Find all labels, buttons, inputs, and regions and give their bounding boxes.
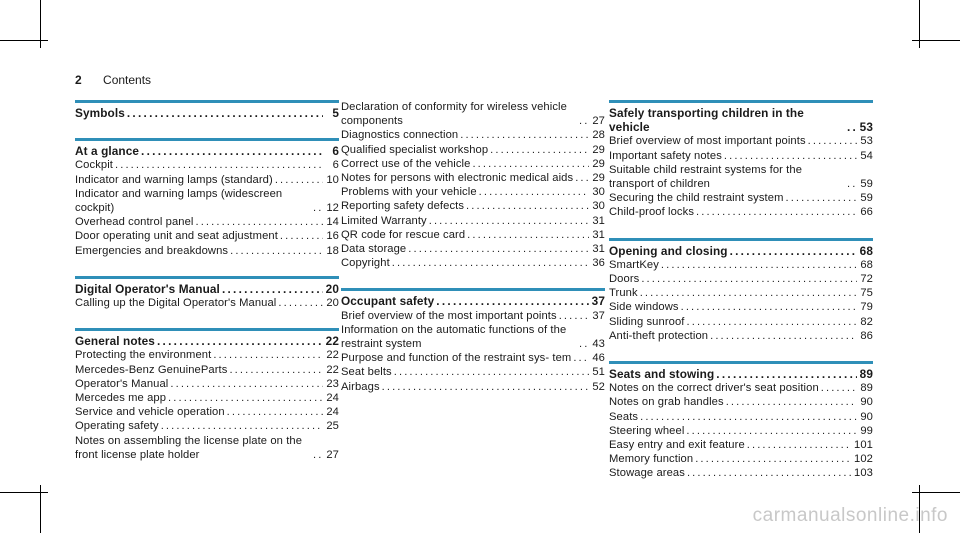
toc-entry-label: Mercedes me app xyxy=(75,392,167,405)
page-ref: 53 xyxy=(859,120,873,135)
section-heading[interactable] xyxy=(75,106,339,120)
dot-leader xyxy=(710,329,857,343)
section-divider xyxy=(609,100,873,103)
toc-entry-label: Overhead control panel xyxy=(75,216,194,229)
dot-leader xyxy=(847,177,857,191)
toc-section xyxy=(75,328,339,462)
page-ref: 14 xyxy=(326,216,339,229)
toc-entry-label: Securing the child restraint system xyxy=(609,192,784,205)
page-ref: 24 xyxy=(326,406,339,419)
toc-entry-label: Indicator and warning lamps (standard) xyxy=(75,173,273,186)
crop-mark xyxy=(0,492,48,493)
toc-entry-label: Airbags xyxy=(341,380,380,393)
toc-entry-label: Diagnostics connection xyxy=(341,129,459,142)
toc-entry[interactable] xyxy=(75,348,339,362)
page-ref: 30 xyxy=(592,186,605,199)
page-ref: 82 xyxy=(860,315,873,328)
toc-entry[interactable] xyxy=(75,419,339,433)
dot-leader xyxy=(229,363,323,377)
page-ref: 86 xyxy=(860,329,873,342)
toc-entry[interactable] xyxy=(341,128,605,142)
page-ref: 89 xyxy=(859,367,873,382)
toc-entry[interactable] xyxy=(341,323,605,351)
page-ref: 20 xyxy=(325,281,339,296)
dot-leader xyxy=(695,452,852,466)
toc-entry-label: Copyright xyxy=(341,257,390,270)
page-ref: 29 xyxy=(592,143,605,156)
toc-entry[interactable] xyxy=(75,173,339,187)
toc-section xyxy=(75,276,339,310)
section-heading-label: Digital Operator's Manual xyxy=(75,281,220,296)
toc-section xyxy=(609,100,873,220)
toc-section xyxy=(609,361,873,481)
toc-entry-label: Information on the automatic functions of the restraint system xyxy=(341,323,567,351)
toc-entry-label: Mercedes-Benz GenuineParts xyxy=(75,363,228,376)
page-ref: 75 xyxy=(860,287,873,300)
toc-entry[interactable] xyxy=(341,199,605,213)
toc-entry-label: Sliding sunroof xyxy=(609,315,685,328)
section-divider xyxy=(75,138,339,141)
dot-leader xyxy=(696,205,857,219)
section-heading-label: General notes xyxy=(75,334,155,349)
dot-leader xyxy=(141,144,323,158)
toc-column-2 xyxy=(341,100,605,412)
toc-entry-label: Notes on the correct driver's seat position xyxy=(609,382,819,395)
page-ref: 31 xyxy=(592,228,605,241)
page-ref: 68 xyxy=(859,243,873,258)
page-ref: 89 xyxy=(860,382,873,395)
toc-entry[interactable] xyxy=(609,300,873,314)
section-divider xyxy=(341,288,605,291)
page-ref: 27 xyxy=(326,448,339,461)
section-heading[interactable] xyxy=(75,144,339,158)
toc-entry[interactable] xyxy=(609,395,873,409)
dot-leader xyxy=(641,272,857,286)
section-heading-label: Occupant safety xyxy=(341,294,435,309)
dot-leader xyxy=(227,405,323,419)
toc-entry-label: Reporting safety defects xyxy=(341,200,465,213)
page-ref: 43 xyxy=(592,338,605,351)
toc-entry-label: Doors xyxy=(609,273,640,286)
toc-entry-label: Service and vehicle operation xyxy=(75,406,225,419)
dot-leader xyxy=(460,128,589,142)
page-ref: 36 xyxy=(592,257,605,270)
toc-entry[interactable] xyxy=(341,171,605,185)
page-ref: 22 xyxy=(326,349,339,362)
section-heading-label: Seats and stowing xyxy=(609,367,715,382)
toc-section xyxy=(341,288,605,393)
page-ref: 59 xyxy=(860,192,873,205)
dot-leader xyxy=(847,120,857,134)
toc-entry[interactable] xyxy=(75,229,339,243)
page-ref: 79 xyxy=(860,301,873,314)
page-ref: 22 xyxy=(326,363,339,376)
section-divider xyxy=(75,328,339,331)
toc-entry-label: Side windows xyxy=(609,301,679,314)
toc-entry[interactable] xyxy=(609,381,873,395)
dot-leader xyxy=(429,214,589,228)
toc-entry-label: Limited Warranty xyxy=(341,214,427,227)
toc-column-3 xyxy=(609,100,873,499)
toc-entry-label: SmartKey xyxy=(609,258,659,271)
page-ref: 59 xyxy=(860,178,873,191)
page-ref: 27 xyxy=(592,115,605,128)
page-ref: 51 xyxy=(592,366,605,379)
toc-entry-label: Brief overview of the most important points xyxy=(341,309,557,322)
page-ref: 99 xyxy=(860,424,873,437)
dot-leader xyxy=(640,410,857,424)
section-heading[interactable] xyxy=(75,282,339,296)
page-ref: 6 xyxy=(332,144,339,159)
toc-entry[interactable] xyxy=(341,228,605,242)
dot-leader xyxy=(278,296,323,310)
dot-leader xyxy=(808,134,857,148)
toc-entry[interactable] xyxy=(341,256,605,270)
toc-entry[interactable] xyxy=(609,315,873,329)
page-ref: 66 xyxy=(860,206,873,219)
dot-leader xyxy=(467,228,589,242)
section-heading[interactable] xyxy=(609,244,873,258)
dot-leader xyxy=(161,419,323,433)
toc-entry-label: Problems with your vehicle xyxy=(341,186,477,199)
toc-entry[interactable] xyxy=(341,380,605,394)
page-ref: 10 xyxy=(326,173,339,186)
toc-section-continued xyxy=(341,100,605,270)
section-heading-label: Symbols xyxy=(75,106,125,120)
dot-leader xyxy=(466,199,589,213)
toc-entry-label: Calling up the Digital Operator's Manual xyxy=(75,297,277,310)
dot-leader xyxy=(170,377,323,391)
toc-entry-label: Qualified specialist workshop xyxy=(341,143,489,156)
dot-leader xyxy=(786,191,858,205)
toc-entry-label: Data storage xyxy=(341,243,407,256)
toc-entry-label: Declaration of conformity for wireless vehicle components xyxy=(341,101,567,128)
toc-entry-label: Protecting the environment xyxy=(75,349,212,362)
toc-entry[interactable] xyxy=(609,286,873,300)
toc-entry-label: Steering wheel xyxy=(609,424,685,437)
toc-entry-label: Operating safety xyxy=(75,420,159,433)
toc-entry[interactable] xyxy=(341,365,605,379)
toc-entry[interactable] xyxy=(609,191,873,205)
dot-leader xyxy=(575,171,589,185)
dot-leader xyxy=(726,395,857,409)
page-ref: 52 xyxy=(592,380,605,393)
toc-entry-label: Indicator and warning lamps (widescreen cockpit) xyxy=(75,187,283,215)
dot-leader xyxy=(213,348,323,362)
dot-leader xyxy=(661,258,857,272)
dot-leader xyxy=(472,157,589,171)
toc-entry-label: Emergencies and breakdowns xyxy=(75,244,229,257)
dot-leader xyxy=(687,466,852,480)
toc-entry[interactable] xyxy=(341,309,605,323)
page-ref: 37 xyxy=(591,294,605,309)
section-heading-label: Opening and closing xyxy=(609,243,728,258)
toc-entry[interactable] xyxy=(75,391,339,405)
toc-entry[interactable] xyxy=(609,410,873,424)
page-ref: 18 xyxy=(326,244,339,257)
dot-leader xyxy=(730,244,857,258)
page-ref: 22 xyxy=(325,334,339,349)
dot-leader xyxy=(436,294,589,308)
page-ref: 30 xyxy=(592,200,605,213)
dot-leader xyxy=(747,438,852,452)
page-ref: 24 xyxy=(326,392,339,405)
dot-leader xyxy=(408,242,589,256)
page-ref: 90 xyxy=(860,410,873,423)
dot-leader xyxy=(821,381,857,395)
page-ref: 72 xyxy=(860,273,873,286)
crop-mark xyxy=(0,40,48,41)
dot-leader xyxy=(579,337,589,351)
page-ref: 53 xyxy=(860,135,873,148)
toc-entry[interactable] xyxy=(75,363,339,377)
page-ref: 6 xyxy=(332,159,339,172)
section-heading[interactable] xyxy=(341,294,605,308)
page-ref: 31 xyxy=(592,243,605,256)
dot-leader xyxy=(313,448,323,462)
dot-leader xyxy=(168,391,323,405)
toc-entry-label: Purpose and function of the restraint sys- tem xyxy=(341,352,572,365)
section-divider xyxy=(609,361,873,364)
dot-leader xyxy=(681,300,857,314)
dot-leader xyxy=(313,201,323,215)
toc-entry-label: Trunk xyxy=(609,287,638,300)
dot-leader xyxy=(716,367,857,381)
toc-section xyxy=(75,100,339,120)
dot-leader xyxy=(479,185,589,199)
dot-leader xyxy=(222,282,323,296)
toc-entry[interactable] xyxy=(609,149,873,163)
section-heading[interactable] xyxy=(609,106,873,134)
toc-entry[interactable] xyxy=(341,214,605,228)
toc-entry[interactable] xyxy=(75,405,339,419)
dot-leader xyxy=(579,114,589,128)
toc-entry-label: Seats xyxy=(609,410,639,423)
toc-entry-label: Notes on grab handles xyxy=(609,396,724,409)
page-ref: 28 xyxy=(592,129,605,142)
toc-entry[interactable] xyxy=(75,187,339,215)
dot-leader xyxy=(196,215,324,229)
toc-section xyxy=(75,138,339,258)
toc-entry-label: Cockpit xyxy=(75,159,114,172)
toc-entry[interactable] xyxy=(341,185,605,199)
toc-entry-label: Anti-theft protection xyxy=(609,329,709,342)
dot-leader xyxy=(394,365,589,379)
page-ref: 23 xyxy=(326,377,339,390)
section-heading[interactable] xyxy=(75,334,339,348)
dot-leader xyxy=(280,229,323,243)
toc-entry-label: Notes on assembling the license plate on the front license plate holder xyxy=(75,434,303,461)
toc-entry[interactable] xyxy=(609,272,873,286)
page-ref: 90 xyxy=(860,396,873,409)
dot-leader xyxy=(230,244,323,258)
toc-entry[interactable] xyxy=(341,351,605,365)
section-divider xyxy=(75,276,339,279)
crop-mark xyxy=(912,40,960,41)
section-divider xyxy=(75,100,339,103)
page-ref: 102 xyxy=(854,453,873,466)
toc-entry-label: QR code for rescue card xyxy=(341,228,466,241)
toc-column-1 xyxy=(75,100,339,480)
page-ref: 5 xyxy=(332,106,339,120)
toc-entry[interactable] xyxy=(609,329,873,343)
page-number: 2 xyxy=(75,73,82,87)
dot-leader xyxy=(686,424,857,438)
toc-entry[interactable] xyxy=(75,296,339,310)
toc-entry-label: Memory function xyxy=(609,453,694,466)
toc-entry[interactable] xyxy=(75,434,339,462)
page-ref: 103 xyxy=(854,467,873,480)
toc-entry[interactable] xyxy=(609,163,873,191)
toc-entry-label: Easy entry and exit feature xyxy=(609,439,745,452)
dot-leader xyxy=(490,143,589,157)
section-heading-label: At a glance xyxy=(75,144,140,159)
dot-leader xyxy=(573,351,589,365)
section-heading-label: Safely transporting children in the vehicle xyxy=(609,106,804,135)
toc-entry-label: Seat belts xyxy=(341,366,392,379)
dot-leader xyxy=(115,158,323,172)
page-ref: 29 xyxy=(592,172,605,185)
page-ref: 16 xyxy=(326,230,339,243)
toc-entry[interactable] xyxy=(341,157,605,171)
page-ref: 12 xyxy=(326,202,339,215)
page-header xyxy=(75,73,151,87)
dot-leader xyxy=(392,256,589,270)
page-ref: 46 xyxy=(592,352,605,365)
section-heading[interactable] xyxy=(609,367,873,381)
toc-entry-label: Operator's Manual xyxy=(75,377,169,390)
toc-entry[interactable] xyxy=(609,466,873,480)
toc-entry-label: Important safety notes xyxy=(609,149,722,162)
toc-entry[interactable] xyxy=(75,377,339,391)
dot-leader xyxy=(382,380,589,394)
toc-entry-label: Stowage areas xyxy=(609,467,685,480)
toc-entry[interactable] xyxy=(609,452,873,466)
toc-entry[interactable] xyxy=(609,438,873,452)
page-ref: 101 xyxy=(854,439,873,452)
toc-entry-label: Brief overview of most important points xyxy=(609,135,806,148)
dot-leader xyxy=(687,315,857,329)
page-ref: 25 xyxy=(326,420,339,433)
page-ref: 20 xyxy=(326,297,339,310)
page-title: Contents xyxy=(103,73,152,87)
dot-leader xyxy=(127,106,323,120)
toc-entry[interactable] xyxy=(609,258,873,272)
page-ref: 68 xyxy=(860,258,873,271)
toc-entry[interactable] xyxy=(75,158,339,172)
toc-entry-label: Correct use of the vehicle xyxy=(341,157,471,170)
toc-entry[interactable] xyxy=(75,244,339,258)
dot-leader xyxy=(724,149,857,163)
dot-leader xyxy=(275,173,323,187)
dot-leader xyxy=(157,334,323,348)
toc-entry-label: Child-proof locks xyxy=(609,206,695,219)
crop-mark xyxy=(912,492,960,493)
toc-entry[interactable] xyxy=(609,134,873,148)
toc-entry-label: Notes for persons with electronic medical aids xyxy=(341,172,574,185)
page-ref: 29 xyxy=(592,157,605,170)
toc-entry[interactable] xyxy=(341,242,605,256)
toc-entry[interactable] xyxy=(75,215,339,229)
dot-leader xyxy=(559,309,589,323)
toc-section xyxy=(609,238,873,343)
page-ref: 54 xyxy=(860,149,873,162)
page-ref: 37 xyxy=(592,309,605,322)
toc-entry[interactable] xyxy=(341,100,605,128)
toc-entry-label: Door operating unit and seat adjustment xyxy=(75,230,278,243)
dot-leader xyxy=(640,286,857,300)
toc-entry[interactable] xyxy=(609,424,873,438)
toc-entry[interactable] xyxy=(341,143,605,157)
watermark: carmanualsonline.info xyxy=(752,505,948,526)
toc-entry[interactable] xyxy=(609,205,873,219)
page-ref: 31 xyxy=(592,214,605,227)
section-divider xyxy=(609,238,873,241)
toc-entry-label: Suitable child restraint systems for the transport of children xyxy=(609,163,803,191)
